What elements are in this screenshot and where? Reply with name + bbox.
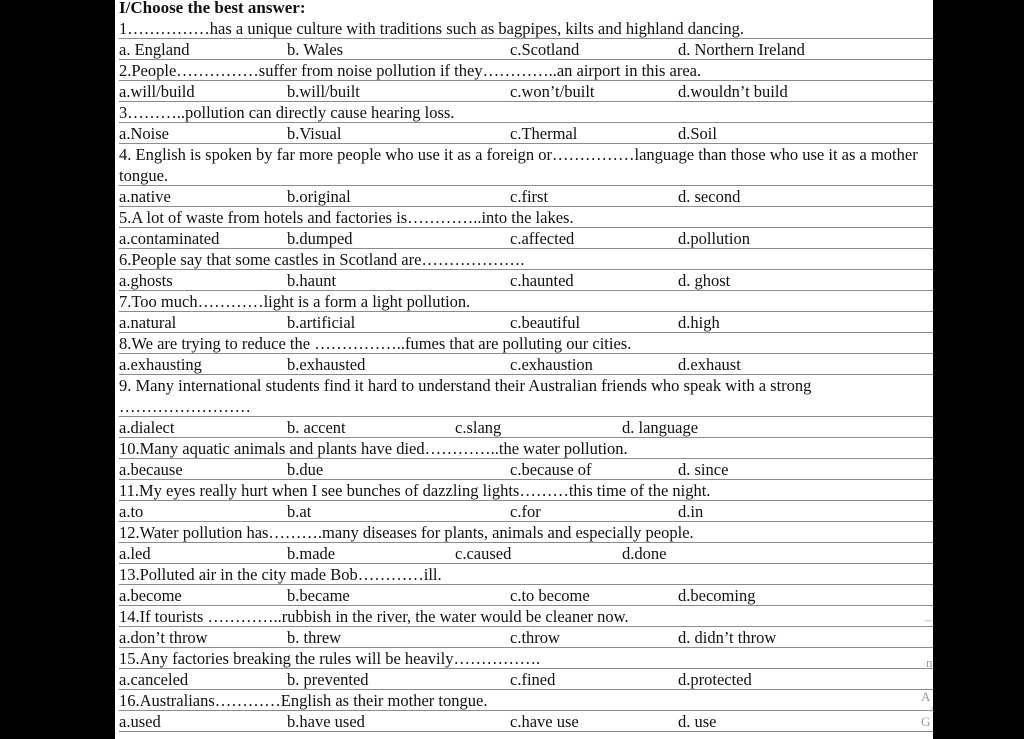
right-margin-strip bbox=[921, 0, 1024, 739]
options-row bbox=[119, 459, 933, 480]
edge-mark: G bbox=[921, 714, 931, 729]
answer-option-c[interactable]: c.won’t/built bbox=[510, 82, 595, 101]
question-stem: 13.Polluted air in the city made Bob…………ill. bbox=[119, 564, 933, 585]
options-row bbox=[119, 186, 933, 207]
edge-mark: a bbox=[928, 700, 934, 715]
options-row bbox=[119, 417, 933, 438]
answer-option-a[interactable]: a.will/build bbox=[119, 82, 195, 101]
answer-option-a[interactable]: a.because bbox=[119, 460, 183, 479]
question-stem: 16.Australians…………English as their mother tongue. bbox=[119, 690, 933, 711]
answer-option-a[interactable]: a.used bbox=[119, 712, 161, 731]
answer-option-c[interactable]: c.affected bbox=[510, 229, 575, 248]
answer-option-d[interactable]: d. since bbox=[678, 460, 729, 479]
answer-option-c[interactable]: c.first bbox=[510, 187, 549, 206]
answer-option-d[interactable]: d.in bbox=[678, 502, 704, 521]
answer-option-d[interactable]: d. didn’t throw bbox=[678, 628, 777, 647]
answer-option-c[interactable]: c.because of bbox=[510, 460, 592, 479]
answer-option-c[interactable]: c.for bbox=[510, 502, 541, 521]
answer-option-d[interactable]: d.becoming bbox=[678, 586, 756, 605]
options-row bbox=[119, 627, 933, 648]
question-stem: 10.Many aquatic animals and plants have died…………..the water pollution. bbox=[119, 438, 933, 459]
question-stem: 11.My eyes really hurt when I see bunches of dazzling lights………this time of the night. bbox=[119, 480, 933, 501]
question-stem: 2.People……………suffer from noise pollution if they…………..an airport in this area. bbox=[119, 60, 933, 81]
question-stem: 5.A lot of waste from hotels and factories is…………..into the lakes. bbox=[119, 207, 933, 228]
options-row bbox=[119, 585, 933, 606]
question-stem: 3………..pollution can directly cause hearing loss. bbox=[119, 102, 933, 123]
answer-option-a[interactable]: a.to bbox=[119, 502, 144, 521]
answer-option-b[interactable]: b.made bbox=[287, 544, 336, 563]
answer-option-a[interactable]: a.natural bbox=[119, 313, 177, 332]
answer-option-c[interactable]: c.beautiful bbox=[510, 313, 581, 332]
worksheet-page bbox=[115, 0, 933, 739]
edge-mark: A bbox=[921, 689, 931, 704]
answer-option-d[interactable]: d.exhaust bbox=[678, 355, 741, 374]
answer-option-c[interactable]: c.slang bbox=[455, 418, 502, 437]
answer-option-c[interactable]: c.have use bbox=[510, 712, 579, 731]
answer-option-a[interactable]: a.exhausting bbox=[119, 355, 202, 374]
answer-option-b[interactable]: b.at bbox=[287, 502, 312, 521]
edge-mark: – bbox=[925, 612, 932, 627]
answer-option-d[interactable]: d.protected bbox=[678, 670, 752, 689]
question-stem: 8.We are trying to reduce the ……………..fumes that are polluting our cities. bbox=[119, 333, 933, 354]
answer-option-a[interactable]: a.canceled bbox=[119, 670, 189, 689]
answer-option-c[interactable]: c.Scotland bbox=[510, 40, 580, 59]
answer-option-b[interactable]: b. Wales bbox=[287, 40, 344, 59]
answer-option-a[interactable]: a. England bbox=[119, 40, 190, 59]
answer-option-c[interactable]: c.exhaustion bbox=[510, 355, 593, 374]
answer-option-d[interactable]: d. use bbox=[678, 712, 717, 731]
options-row bbox=[119, 543, 933, 564]
options-row bbox=[119, 123, 933, 144]
answer-option-d[interactable]: d. second bbox=[678, 187, 741, 206]
answer-option-d[interactable]: d.pollution bbox=[678, 229, 750, 248]
answer-option-c[interactable]: c.haunted bbox=[510, 271, 574, 290]
answer-option-c[interactable]: c.caused bbox=[455, 544, 512, 563]
answer-option-b[interactable]: b.have used bbox=[287, 712, 365, 731]
question-stem: 7.Too much…………light is a form a light pollution. bbox=[119, 291, 933, 312]
answer-option-b[interactable]: b.haunt bbox=[287, 271, 337, 290]
answer-option-b[interactable]: b.due bbox=[287, 460, 324, 479]
answer-option-c[interactable]: c.Thermal bbox=[510, 124, 578, 143]
answer-option-d[interactable]: d. Northern Ireland bbox=[678, 40, 805, 59]
question-stem: 1……………has a unique culture with traditions such as bagpipes, kilts and highland dancing. bbox=[119, 18, 933, 39]
answer-option-b[interactable]: b. threw bbox=[287, 628, 342, 647]
answer-option-a[interactable]: a.don’t throw bbox=[119, 628, 208, 647]
answer-option-b[interactable]: b.original bbox=[287, 187, 351, 206]
answer-option-b[interactable]: b.will/built bbox=[287, 82, 360, 101]
answer-option-d[interactable]: d. ghost bbox=[678, 271, 731, 290]
answer-option-b[interactable]: b. prevented bbox=[287, 670, 369, 689]
question-stem: 14.If tourists …………..rubbish in the river, the water would be cleaner now. bbox=[119, 606, 933, 627]
answer-option-c[interactable]: c.to become bbox=[510, 586, 590, 605]
options-row bbox=[119, 354, 933, 375]
options-row bbox=[119, 312, 933, 333]
options-row bbox=[119, 711, 933, 732]
answer-option-c[interactable]: c.throw bbox=[510, 628, 560, 647]
answer-option-b[interactable]: b.exhausted bbox=[287, 355, 366, 374]
question-stem: 15.Any factories breaking the rules will be heavily……………. bbox=[119, 648, 933, 669]
answer-option-b[interactable]: b.artificial bbox=[287, 313, 356, 332]
answer-option-a[interactable]: a.become bbox=[119, 586, 182, 605]
options-row bbox=[119, 270, 933, 291]
answer-option-c[interactable]: c.fined bbox=[510, 670, 556, 689]
question-stem: 4. English is spoken by far more people who use it as a foreign or……………language than those who use it as a mother tongue. bbox=[119, 144, 933, 186]
question-stem: 9. Many international students find it hard to understand their Australian friends who speak with a strong …………………… bbox=[119, 375, 933, 417]
question-stem: 12.Water pollution has……….many diseases for plants, animals and especially people. bbox=[119, 522, 933, 543]
answer-option-d[interactable]: d.Soil bbox=[678, 124, 717, 143]
answer-option-a[interactable]: a.led bbox=[119, 544, 151, 563]
answer-option-b[interactable]: b.became bbox=[287, 586, 350, 605]
worksheet-heading: I/Choose the best answer: bbox=[119, 0, 306, 17]
answer-option-d[interactable]: d. language bbox=[622, 418, 699, 437]
answer-option-a[interactable]: a.contaminated bbox=[119, 229, 220, 248]
question-stem: 6.People say that some castles in Scotland are………………. bbox=[119, 249, 933, 270]
answer-option-a[interactable]: a.native bbox=[119, 187, 171, 206]
options-row bbox=[119, 39, 933, 60]
answer-option-a[interactable]: a.Noise bbox=[119, 124, 169, 143]
answer-option-d[interactable]: d.wouldn’t build bbox=[678, 82, 788, 101]
answer-option-d[interactable]: d.high bbox=[678, 313, 720, 332]
answer-option-d[interactable]: d.done bbox=[622, 544, 667, 563]
answer-option-a[interactable]: a.dialect bbox=[119, 418, 175, 437]
edge-mark: n bbox=[926, 655, 933, 670]
answer-option-b[interactable]: b.dumped bbox=[287, 229, 353, 248]
answer-option-b[interactable]: b. accent bbox=[287, 418, 346, 437]
answer-option-b[interactable]: b.Visual bbox=[287, 124, 342, 143]
options-row bbox=[119, 228, 933, 249]
options-row bbox=[119, 669, 933, 690]
options-row bbox=[119, 501, 933, 522]
options-row bbox=[119, 81, 933, 102]
answer-option-a[interactable]: a.ghosts bbox=[119, 271, 173, 290]
